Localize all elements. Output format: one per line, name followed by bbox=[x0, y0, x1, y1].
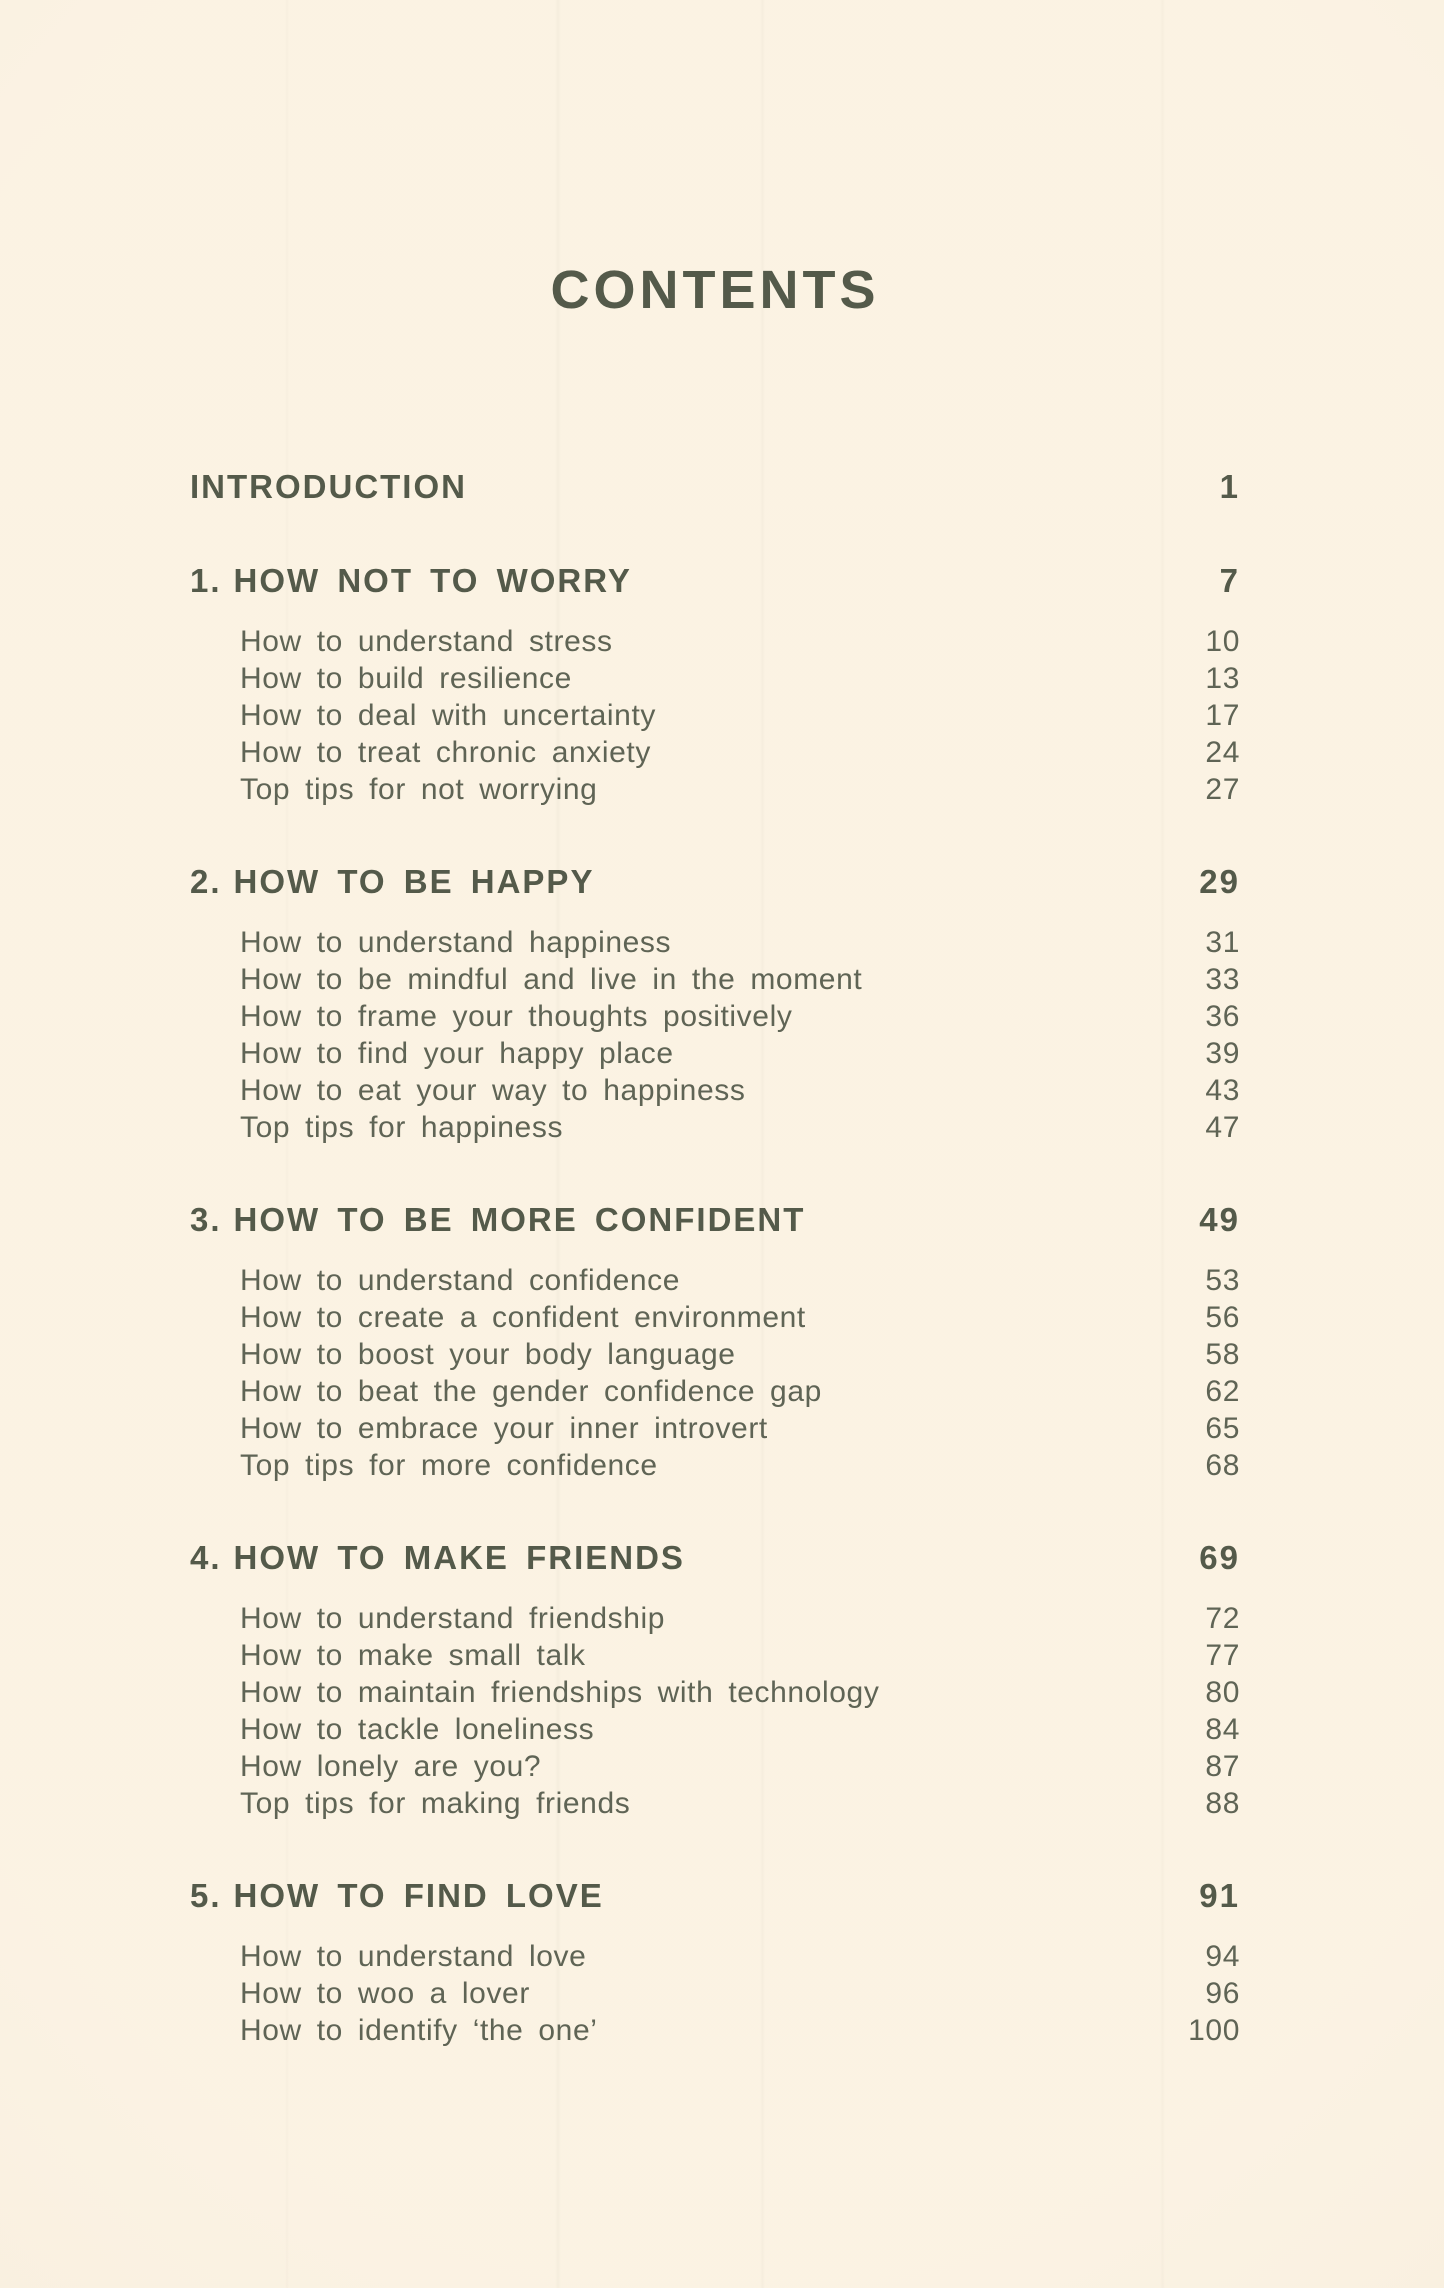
toc-item-label: Top tips for happiness bbox=[240, 1111, 564, 1144]
toc-item bbox=[190, 623, 1240, 660]
page-title: CONTENTS bbox=[550, 260, 880, 320]
toc-section-title: 1. HOW NOT TO WORRY bbox=[190, 562, 632, 599]
toc-item-page-number: 43 bbox=[1205, 1074, 1240, 1107]
toc-section bbox=[190, 1876, 1240, 2049]
toc-item-page-number: 80 bbox=[1205, 1676, 1240, 1709]
toc-item-page-number: 17 bbox=[1205, 699, 1240, 732]
toc-section-number: 1. bbox=[190, 562, 222, 599]
toc-item bbox=[190, 1938, 1240, 1975]
toc-item-page-number: 94 bbox=[1205, 1940, 1240, 1973]
toc-section-items bbox=[190, 1262, 1240, 1484]
toc-item-label: How to find your happy place bbox=[240, 1037, 674, 1070]
toc-item-label: How to make small talk bbox=[240, 1639, 586, 1672]
toc-item bbox=[190, 1336, 1240, 1373]
toc-section-title: 4. HOW TO MAKE FRIENDS bbox=[190, 1539, 685, 1576]
toc-section-heading bbox=[190, 1538, 1240, 1578]
toc-item-label: How to understand stress bbox=[240, 625, 613, 658]
toc-item-page-number: 56 bbox=[1205, 1301, 1240, 1334]
toc-item-page-number: 47 bbox=[1205, 1111, 1240, 1144]
toc-item-page-number: 31 bbox=[1205, 926, 1240, 959]
toc-item-page-number: 68 bbox=[1205, 1449, 1240, 1482]
toc-item bbox=[190, 1637, 1240, 1674]
toc-item-page-number: 84 bbox=[1205, 1713, 1240, 1746]
toc-item-page-number: 65 bbox=[1205, 1412, 1240, 1445]
sections bbox=[190, 561, 1240, 2049]
toc-item-label: How to beat the gender confidence gap bbox=[240, 1375, 822, 1408]
toc-item-label: How to woo a lover bbox=[240, 1977, 530, 2010]
toc-section-heading bbox=[190, 1876, 1240, 1916]
toc-item-page-number: 27 bbox=[1205, 773, 1240, 806]
toc-item-label: How to understand friendship bbox=[240, 1602, 666, 1635]
toc-section-number: 5. bbox=[190, 1877, 222, 1914]
toc-item bbox=[190, 1674, 1240, 1711]
toc-item bbox=[190, 1600, 1240, 1637]
toc-section bbox=[190, 1200, 1240, 1484]
toc-item bbox=[190, 1262, 1240, 1299]
toc-entry-introduction bbox=[190, 467, 1240, 507]
toc-item-label: How to treat chronic anxiety bbox=[240, 736, 651, 769]
toc-item-label: How to understand love bbox=[240, 1940, 587, 1973]
toc-entry-page-number: 1 bbox=[1219, 468, 1240, 505]
toc-item-page-number: 96 bbox=[1205, 1977, 1240, 2010]
toc-section-page-number: 29 bbox=[1199, 863, 1240, 900]
toc-item bbox=[190, 998, 1240, 1035]
toc-section-page-number: 91 bbox=[1199, 1877, 1240, 1914]
toc-item-label: How to embrace your inner introvert bbox=[240, 1412, 768, 1445]
toc-item-page-number: 100 bbox=[1188, 2014, 1240, 2047]
toc-item-label: How to frame your thoughts positively bbox=[240, 1000, 793, 1033]
toc-item bbox=[190, 697, 1240, 734]
toc-item bbox=[190, 1299, 1240, 1336]
toc-item-page-number: 58 bbox=[1205, 1338, 1240, 1371]
toc-section-heading bbox=[190, 862, 1240, 902]
toc-section-items bbox=[190, 1938, 1240, 2049]
toc-item bbox=[190, 1035, 1240, 1072]
toc-item bbox=[190, 1785, 1240, 1822]
toc-section-heading bbox=[190, 561, 1240, 601]
toc-section-title: 5. HOW TO FIND LOVE bbox=[190, 1877, 604, 1914]
toc-item bbox=[190, 1072, 1240, 1109]
toc-section-heading bbox=[190, 1200, 1240, 1240]
toc-item bbox=[190, 1748, 1240, 1785]
toc-item bbox=[190, 1711, 1240, 1748]
toc-item-page-number: 62 bbox=[1205, 1375, 1240, 1408]
toc-item bbox=[190, 660, 1240, 697]
toc-section-items bbox=[190, 1600, 1240, 1822]
toc-section-number: 2. bbox=[190, 863, 222, 900]
toc-item bbox=[190, 924, 1240, 961]
toc-item-label: Top tips for not worrying bbox=[240, 773, 598, 806]
toc-item-label: How to deal with uncertainty bbox=[240, 699, 656, 732]
toc-item-label: How to create a confident environment bbox=[240, 1301, 806, 1334]
toc-item-label: How lonely are you? bbox=[240, 1750, 542, 1783]
toc-item-page-number: 87 bbox=[1205, 1750, 1240, 1783]
toc-item-page-number: 88 bbox=[1205, 1787, 1240, 1820]
toc-section-items bbox=[190, 623, 1240, 808]
toc-section-title: 2. HOW TO BE HAPPY bbox=[190, 863, 595, 900]
toc-section bbox=[190, 561, 1240, 808]
toc-item bbox=[190, 1410, 1240, 1447]
toc-section-page-number: 69 bbox=[1199, 1539, 1240, 1576]
toc-section-items bbox=[190, 924, 1240, 1146]
toc-item-page-number: 39 bbox=[1205, 1037, 1240, 1070]
toc-section-page-number: 49 bbox=[1199, 1201, 1240, 1238]
toc-entry-label: INTRODUCTION bbox=[190, 468, 467, 505]
toc-section-page-number: 7 bbox=[1219, 562, 1240, 599]
toc-item-label: How to understand confidence bbox=[240, 1264, 681, 1297]
toc-item-page-number: 77 bbox=[1205, 1639, 1240, 1672]
toc-item-page-number: 33 bbox=[1205, 963, 1240, 996]
toc-item bbox=[190, 1109, 1240, 1146]
toc-section-title: 3. HOW TO BE MORE CONFIDENT bbox=[190, 1201, 806, 1238]
toc-section-number: 4. bbox=[190, 1539, 222, 1576]
toc-item-label: How to identify ‘the one’ bbox=[240, 2014, 598, 2047]
toc-section-number: 3. bbox=[190, 1201, 222, 1238]
toc-item-label: How to boost your body language bbox=[240, 1338, 736, 1371]
toc-item-page-number: 72 bbox=[1205, 1602, 1240, 1635]
toc-item bbox=[190, 961, 1240, 998]
toc-item-label: Top tips for more confidence bbox=[240, 1449, 658, 1482]
toc-item-label: How to understand happiness bbox=[240, 926, 672, 959]
toc-item bbox=[190, 1373, 1240, 1410]
toc-item-label: How to maintain friendships with technology bbox=[240, 1676, 880, 1709]
toc-item-label: How to tackle loneliness bbox=[240, 1713, 595, 1746]
toc-item-label: How to build resilience bbox=[240, 662, 572, 695]
toc-item bbox=[190, 1975, 1240, 2012]
toc-item bbox=[190, 1447, 1240, 1484]
toc-item-page-number: 36 bbox=[1205, 1000, 1240, 1033]
toc-item bbox=[190, 771, 1240, 808]
toc-item-label: How to be mindful and live in the moment bbox=[240, 963, 863, 996]
toc-item bbox=[190, 2012, 1240, 2049]
toc-section bbox=[190, 862, 1240, 1146]
toc-item bbox=[190, 734, 1240, 771]
toc-item-page-number: 24 bbox=[1205, 736, 1240, 769]
toc-item-label: How to eat your way to happiness bbox=[240, 1074, 746, 1107]
toc-section bbox=[190, 1538, 1240, 1822]
toc-item-page-number: 53 bbox=[1205, 1264, 1240, 1297]
toc-item-label: Top tips for making friends bbox=[240, 1787, 631, 1820]
toc-item-page-number: 10 bbox=[1205, 625, 1240, 658]
table-of-contents bbox=[190, 467, 1240, 2049]
toc-item-page-number: 13 bbox=[1205, 662, 1240, 695]
